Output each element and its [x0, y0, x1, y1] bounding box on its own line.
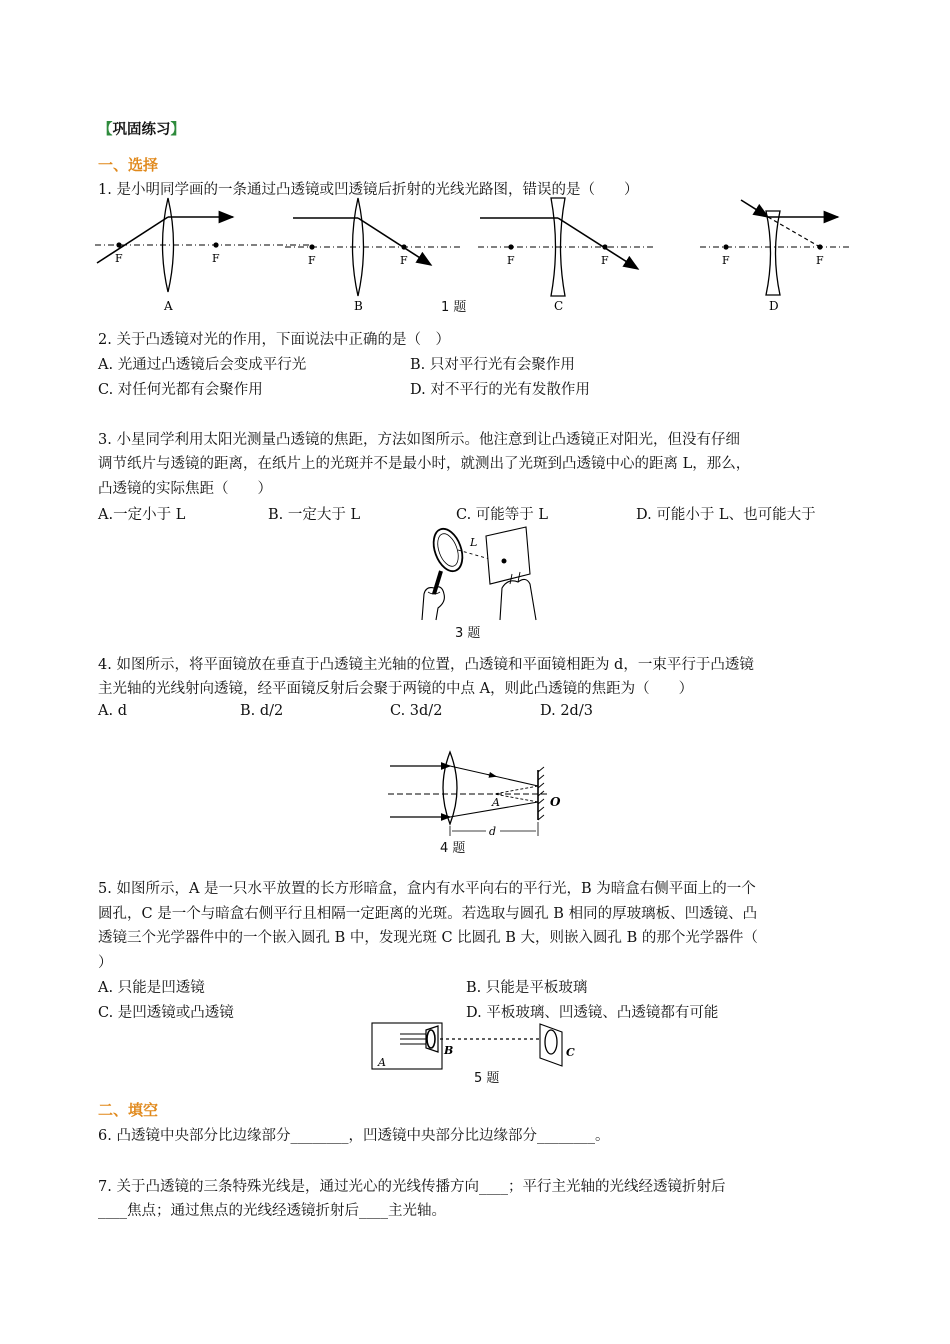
q5-line1: 5. 如图所示，A 是一只水平放置的长方形暗盒，盒内有水平向右的平行光，B 为暗盒右侧平面上的一个: [98, 881, 756, 897]
focus-label: F: [507, 254, 515, 267]
section-fill-title: 二、填空: [98, 1101, 159, 1119]
focus-label: F: [400, 254, 408, 267]
focus-label: F: [816, 254, 824, 267]
focus-label: F: [212, 252, 220, 265]
q3-line3: 凸透镜的实际焦距（ ）: [98, 481, 272, 497]
section-tag: 【巩固练习】: [98, 122, 185, 138]
q1-figure-b: [285, 195, 465, 320]
focus-label: F: [722, 254, 730, 267]
q4-option-c: C. 3d/2: [390, 703, 443, 719]
q5-line4: ）: [98, 955, 113, 971]
q4-option-a: A. d: [98, 703, 127, 719]
q4-option-b: B. d/2: [240, 703, 284, 719]
q7-line2: ____焦点；通过焦点的光线经透镜折射后____主光轴。: [98, 1203, 446, 1219]
q3-option-a: A.一定小于 L: [98, 507, 186, 523]
q4-fig-label-d: d: [489, 825, 497, 838]
q3-option-d: D. 可能小于 L、也可能大于: [636, 507, 816, 523]
q5-line3: 透镜三个光学器件中的一个嵌入圆孔 B 中，发现光斑 C 比圆孔 B 大，则嵌入圆孔 B 的那个光学器件（: [98, 930, 758, 946]
q5-figure: [368, 1020, 588, 1072]
q2-text: 2. 关于凸透镜对光的作用，下面说法中正确的是（ ）: [98, 332, 450, 348]
q3-option-c: C. 可能等于 L: [456, 507, 549, 523]
q4-caption: 4 题: [440, 841, 466, 856]
q5-fig-label-b: B: [444, 1044, 454, 1057]
q4-fig-label-a: A: [492, 796, 500, 809]
q2-option-b: B. 只对平行光有会聚作用: [410, 357, 575, 373]
q6-text: 6. 凸透镜中央部分比边缘部分________，凹透镜中央部分比边缘部分________。: [98, 1128, 610, 1144]
q5-fig-label-c: C: [566, 1046, 575, 1059]
q1-figure-d: [700, 195, 860, 320]
q5-fig-label-a: A: [378, 1056, 386, 1069]
q2-option-a: A. 光通过凸透镜后会变成平行光: [98, 357, 307, 373]
q1-figure-c: [478, 195, 658, 320]
q4-line2: 主光轴的光线射向透镜，经平面镜反射后会聚于两镜的中点 A，则此凸透镜的焦距为（ ）: [98, 681, 694, 697]
focus-label: F: [115, 252, 123, 265]
q2-option-d: D. 对不平行的光有发散作用: [410, 382, 590, 398]
q2-option-c: C. 对任何光都有会聚作用: [98, 382, 263, 398]
q4-option-d: D. 2d/3: [540, 703, 593, 719]
q5-option-c: C. 是凹透镜或凸透镜: [98, 1005, 234, 1021]
q7-line1: 7. 关于凸透镜的三条特殊光线是，通过光心的光线传播方向____；平行主光轴的光线经透镜折射后: [98, 1179, 726, 1195]
q1-caption: 1 题: [441, 300, 467, 315]
q3-fig-label-l: L: [470, 536, 478, 549]
focus-label: F: [601, 254, 609, 267]
q5-line2: 圆孔，C 是一个与暗盒右侧平行且相隔一定距离的光斑。若选取与圆孔 B 相同的厚玻璃板、凹透镜、凸: [98, 906, 758, 922]
option-label-c: C: [554, 299, 564, 313]
section-choice-title: 一、选择: [98, 156, 159, 174]
q3-figure: [408, 524, 548, 629]
q4-line1: 4. 如图所示，将平面镜放在垂直于凸透镜主光轴的位置，凸透镜和平面镜相距为 d，一束平行于凸透镜: [98, 657, 754, 673]
q3-line2: 调节纸片与透镜的距离，在纸片上的光斑并不是最小时，就测出了光斑到凸透镜中心的距离 L，那么，: [98, 456, 751, 472]
q3-option-b: B. 一定大于 L: [268, 507, 361, 523]
option-label-a: A: [164, 299, 173, 313]
q5-caption: 5 题: [474, 1071, 500, 1086]
q3-caption: 3 题: [455, 626, 481, 641]
section-tag-title: 巩固练习: [112, 122, 171, 138]
option-label-d: D: [769, 299, 779, 313]
q4-fig-label-o: O: [550, 795, 561, 809]
q5-option-d: D. 平板玻璃、凹透镜、凸透镜都有可能: [466, 1005, 719, 1021]
q4-figure: [388, 750, 573, 840]
option-label-b: B: [354, 299, 363, 313]
q5-option-b: B. 只能是平板玻璃: [466, 980, 588, 996]
q3-line1: 3. 小星同学利用太阳光测量凸透镜的焦距，方法如图所示。他注意到让凸透镜正对阳光，但没有仔细: [98, 432, 740, 448]
q5-option-a: A. 只能是凹透镜: [98, 980, 205, 996]
focus-label: F: [308, 254, 316, 267]
q1-text: 1. 是小明同学画的一条通过凸透镜或凹透镜后折射的光线光路图，错误的是（ ）: [98, 182, 639, 198]
